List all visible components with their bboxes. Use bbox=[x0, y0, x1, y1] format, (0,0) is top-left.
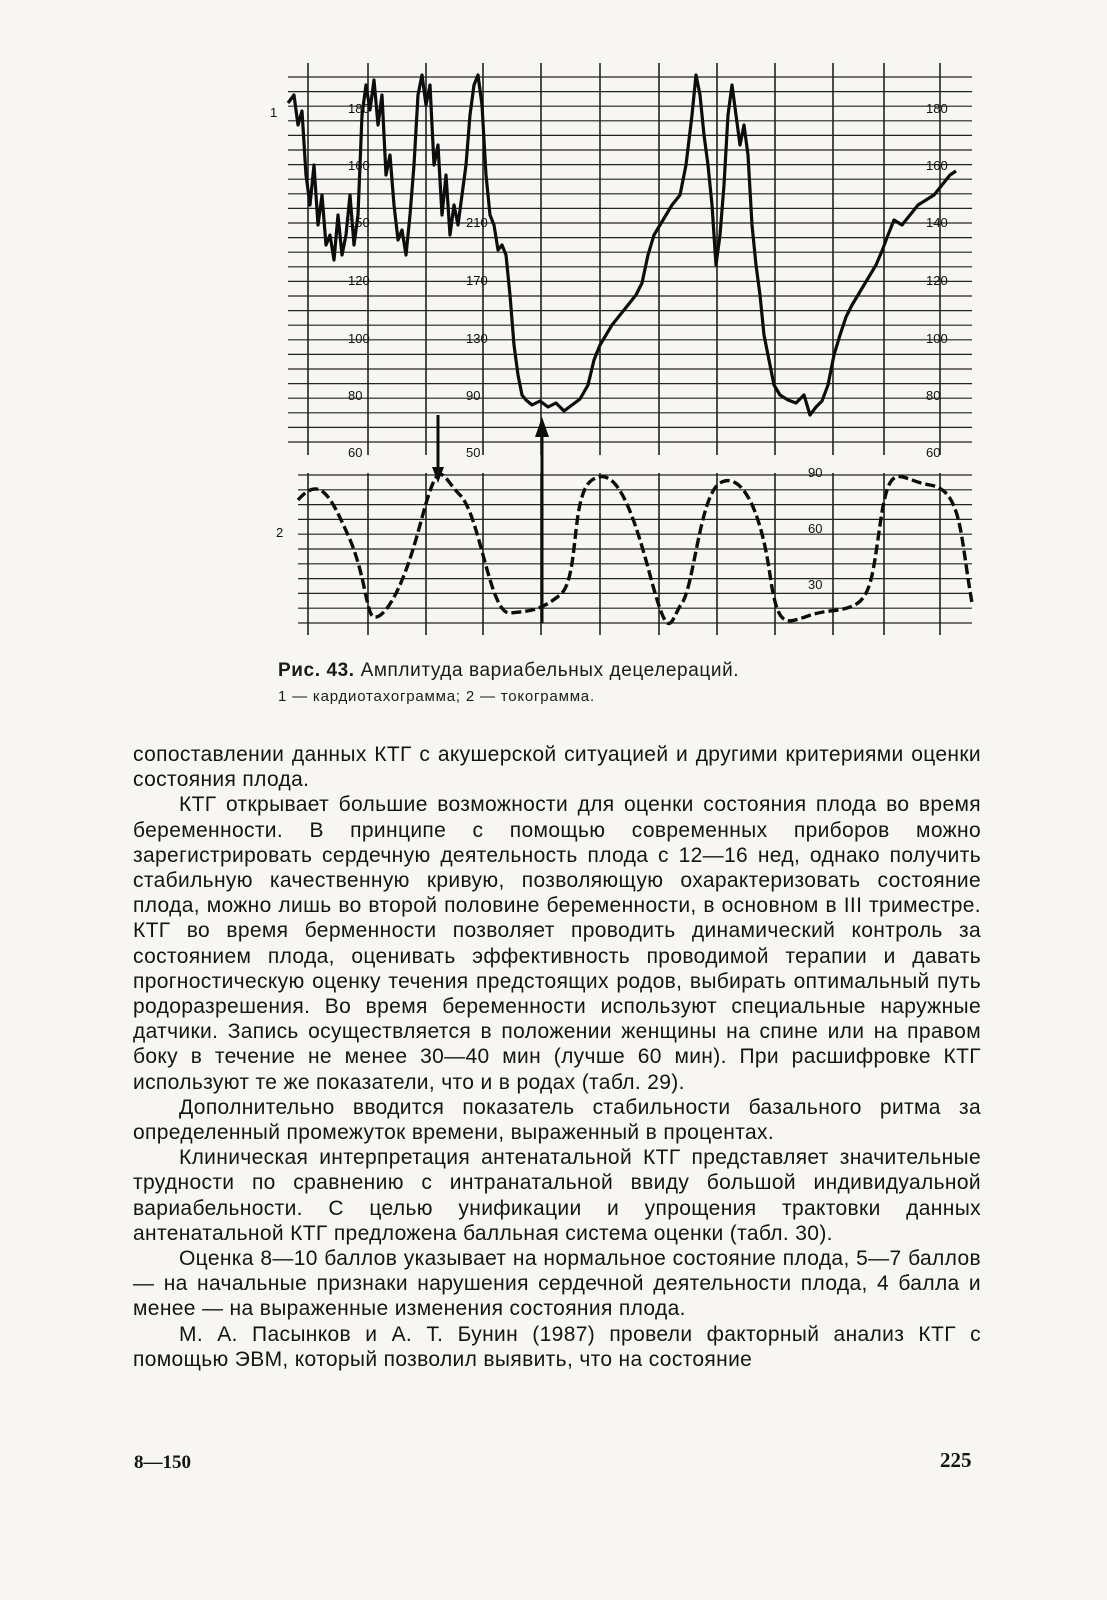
scale-label: 100 bbox=[348, 331, 370, 346]
panel-label: 1 bbox=[270, 105, 278, 120]
panel-label: 2 bbox=[276, 525, 284, 540]
scale-label: 160 bbox=[348, 158, 370, 173]
scale-label: 170 bbox=[466, 273, 488, 288]
caption-legend: 1 — кардиотахограмма; 2 — токограмма. bbox=[278, 688, 595, 705]
signature-mark: 8—150 bbox=[134, 1452, 191, 1473]
paragraph: Оценка 8—10 баллов указывает на нормальное состояние плода, 5—7 баллов — на начальные признаки нарушения сердечной деятельности плода, 4 балла и менее — на выраженные изменения состояния плода. bbox=[133, 1247, 981, 1321]
paragraph: КТГ открывает большие возможности для оценки состояния плода во время беременности. В принципе с помощью современных приборов можно зарегистрировать сердечную деятельность плода с 12—16 нед, однако получить стабильную качественную кривую, позволяющую охарактеризовать состояние плода, можно лишь во второй половине беременности, в основном в III триместре. КТГ во время берменности позволяет проводить динамический контроль за состоянием плода, оценивать эффективность проводимой терапии и давать прогностическую оценку течения предстоящих родов, выбирать оптимальный путь родоразрешения. Во время беременности используют специальные наружные датчики. Запись осуществляется в положении женщины на спине или на правом боку в течение не менее 30—40 мин (лучше 60 мин). При расшифровке КТГ используют те же показатели, что и в родах (табл. 29). bbox=[133, 793, 981, 1094]
scale-label: 80 bbox=[348, 388, 363, 403]
ctg-graph bbox=[270, 55, 990, 645]
scale-label: 60 bbox=[348, 445, 363, 460]
scale-label: 80 bbox=[926, 388, 941, 403]
scale-label: 120 bbox=[926, 273, 948, 288]
scale-label: 90 bbox=[466, 388, 481, 403]
scale-label: 160 bbox=[926, 158, 948, 173]
caption-title: Амплитуда вариабельных децелераций. bbox=[360, 660, 740, 681]
scale-label: 60 bbox=[926, 445, 941, 460]
caption-title-line bbox=[278, 660, 739, 682]
scale-label: 90 bbox=[808, 465, 823, 480]
scale-label: 60 bbox=[808, 521, 823, 536]
scale-label: 140 bbox=[926, 215, 948, 230]
scale-label: 180 bbox=[348, 101, 370, 116]
scale-label: 100 bbox=[926, 331, 948, 346]
scale-label: 50 bbox=[466, 445, 481, 460]
scale-label: 210 bbox=[466, 215, 488, 230]
body-text bbox=[133, 742, 981, 1372]
figure-caption bbox=[278, 660, 739, 705]
page-number: 225 bbox=[940, 1448, 972, 1472]
paragraph: М. А. Пасынков и А. Т. Бунин (1987) провели факторный анализ КТГ с помощью ЭВМ, который позволил выявить, что на состояние bbox=[133, 1322, 981, 1371]
paragraph: Дополнительно вводится показатель стабильности базального ритма за определенный промежуток времени, выраженный в процентах. bbox=[133, 1095, 981, 1145]
scale-label: 180 bbox=[926, 101, 948, 116]
ctg-figure bbox=[270, 55, 990, 645]
fetal-heart-rate-trace bbox=[288, 75, 956, 415]
caption-label: Рис. 43. bbox=[278, 660, 355, 681]
paragraph: Клиническая интерпретация антенатальной КТГ представляет значительные трудности по сравнению с интранатальной ввиду большой индивидуальной вариабельности. С целью унификации и упрощения трактовки данных антенатальной КТГ предложена балльная система оценки (табл. 30). bbox=[133, 1146, 981, 1245]
scale-label: 130 bbox=[466, 331, 488, 346]
scale-label: 120 bbox=[348, 273, 370, 288]
scale-label: 150 bbox=[348, 215, 370, 230]
scale-label: 30 bbox=[808, 577, 823, 592]
paragraph: сопоставлении данных КТГ с акушерской ситуацией и другими критериями оценки состояния плода. bbox=[133, 743, 981, 792]
